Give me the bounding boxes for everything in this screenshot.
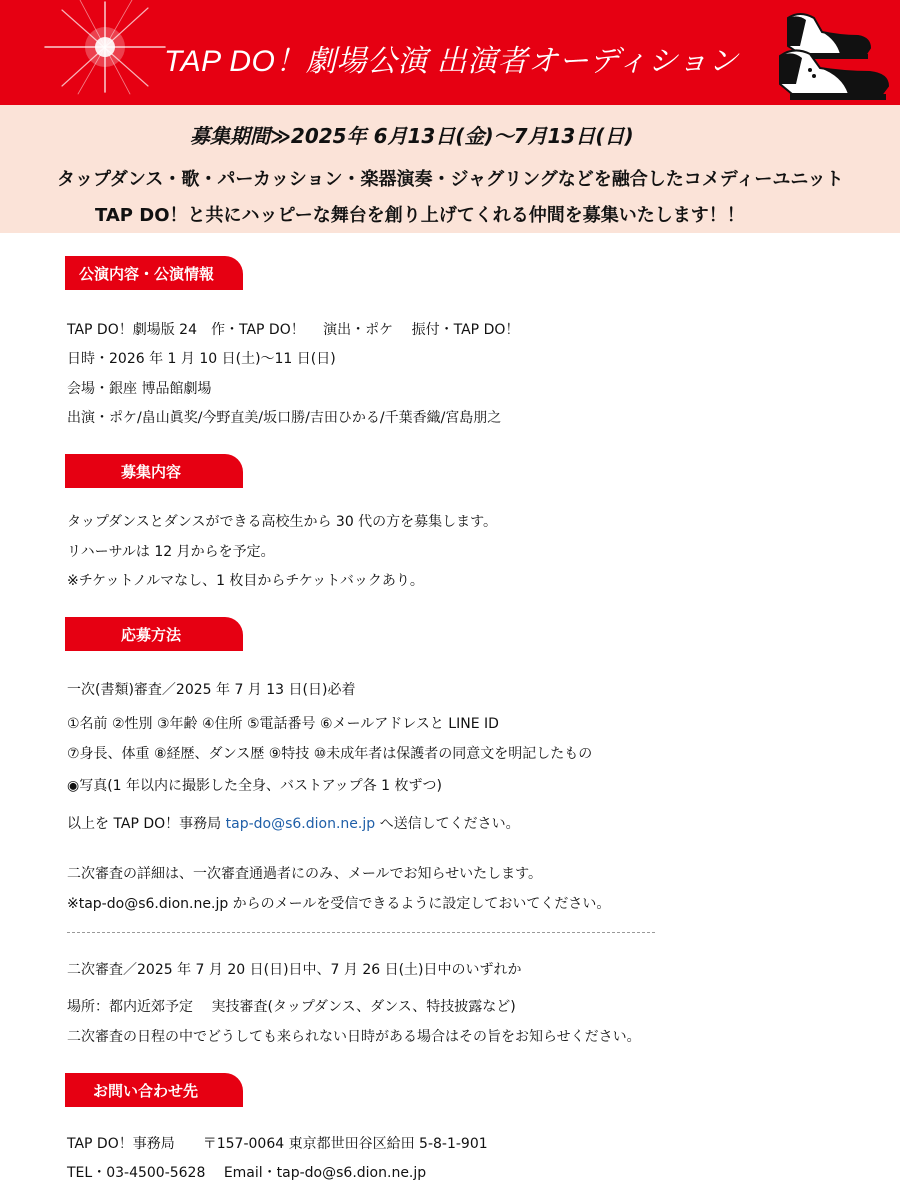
section-contact-label: お問い合わせ先 xyxy=(65,1073,243,1107)
recruit-line-rehearsal: リハーサルは 12 月からを予定。 xyxy=(67,544,275,560)
second-review-note: 二次審査の日程の中でどうしても来られない日時がある場合はその旨をお知らせください。 xyxy=(67,1029,641,1045)
performance-line-cast: 出演・ポケ/畠山眞奖/今野直美/坂口勝/吉田ひかる/千葉香織/宮島朋之 xyxy=(67,410,502,426)
apply-line-photo: ◉写真(1 年以内に撮影した全身、バストアップ各 1 枚ずつ) xyxy=(67,778,442,794)
apply-send-prefix: 以上を TAP DO！事務局 xyxy=(67,816,226,832)
apply-notice-2: ※tap-do@s6.dion.ne.jp からのメールを受信できるように設定しておいてください。 xyxy=(67,896,611,912)
contact-tel-email: TEL・03-4500-5628 Email・tap-do@s6.dion.ne.jp xyxy=(67,1165,427,1181)
apply-send-suffix: へ送信してください。 xyxy=(375,816,520,832)
second-review-date: 二次審査／2025 年 7 月 20 日(日)日中、7 月 26 日(土)日中のいずれか xyxy=(67,962,522,978)
intro-line-1: タップダンス・歌・パーカッション・楽器演奏・ジャグリングなどを融合したコメディーユニット xyxy=(57,169,844,190)
apply-send-line xyxy=(67,813,520,833)
recruit-line-ticket: ※チケットノルマなし、1 枚目からチケットバックあり。 xyxy=(67,573,424,589)
apply-email-link[interactable]: tap-do@s6.dion.ne.jp xyxy=(225,816,376,832)
recruitment-period: 募集期間≫2025年 6月13日(金)～7月13日(日) xyxy=(190,124,634,148)
page-title: TAP DO！劇場公演 出演者オーディション xyxy=(164,45,739,78)
section-recruit-label: 募集内容 xyxy=(65,454,243,488)
performance-line-venue: 会場・銀座 博品館劇場 xyxy=(67,381,212,397)
contact-address: TAP DO！事務局 〒157-0064 東京都世田谷区給田 5-8-1-901 xyxy=(67,1136,488,1152)
header-banner xyxy=(0,0,900,105)
apply-line-first-review: 一次(書類)審査／2025 年 7 月 13 日(日)必着 xyxy=(67,682,356,698)
performance-line-date: 日時・2026 年 1 月 10 日(土)～11 日(日) xyxy=(67,351,336,367)
intro-line-2: TAP DO！と共にハッピーな舞台を創り上げてくれる仲間を募集いたします！！ xyxy=(95,205,745,226)
section-divider xyxy=(67,932,655,933)
second-review-place: 場所：都内近郊予定 実技審査(タップダンス、ダンス、特技披露など) xyxy=(67,999,516,1015)
section-performance-label: 公演内容・公演情報 xyxy=(65,256,243,290)
sparkle-icon xyxy=(40,0,170,100)
apply-line-items-2: ⑦身長、体重 ⑧経歴、ダンス歴 ⑨特技 ⑩未成年者は保護者の同意文を明記したもの xyxy=(67,746,593,762)
apply-notice-1: 二次審査の詳細は、一次審査通過者にのみ、メールでお知らせいたします。 xyxy=(67,866,543,882)
recruit-line-target: タップダンスとダンスができる高校生から 30 代の方を募集します。 xyxy=(67,514,498,530)
section-apply-label: 応募方法 xyxy=(65,617,243,651)
apply-line-items-1: ①名前 ②性別 ③年齢 ④住所 ⑤電話番号 ⑥メールアドレスと LINE ID xyxy=(67,716,499,732)
tap-shoes-illustration xyxy=(770,6,895,102)
performance-line-title: TAP DO！劇場版 24 作・TAP DO！ 演出・ポケ 振付・TAP DO！ xyxy=(67,322,520,338)
